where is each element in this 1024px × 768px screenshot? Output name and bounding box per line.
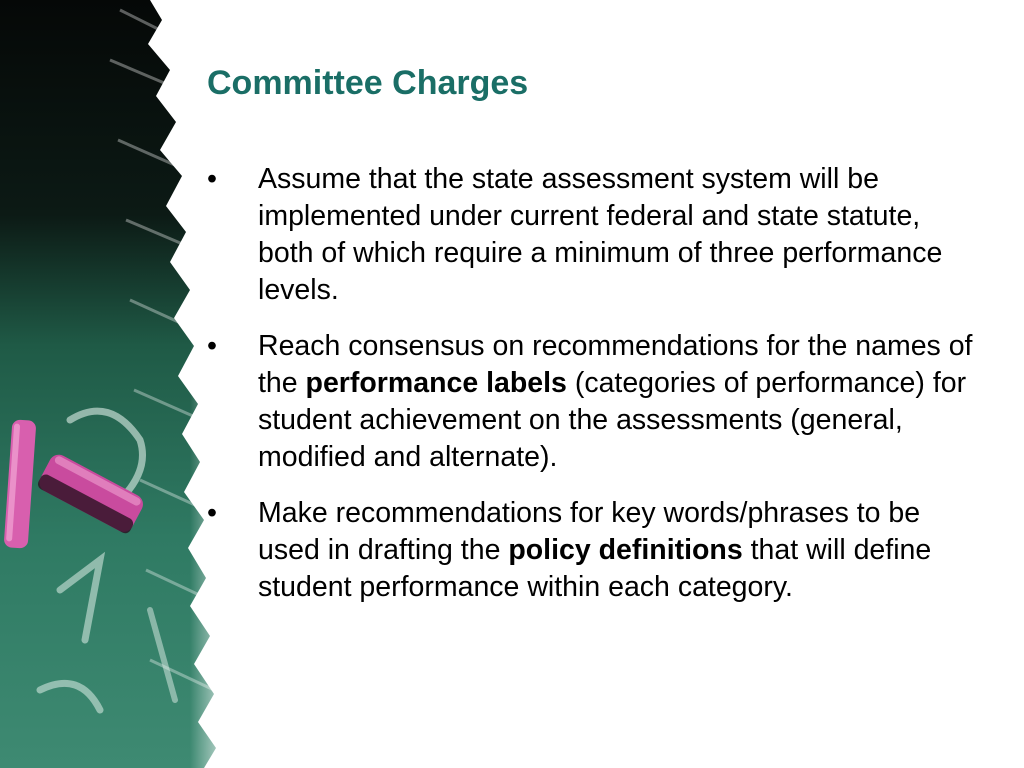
bullet-text-segment: Assume that the state assessment system will be implemented under current federal and state statute, both of which require a minimum of three performance levels. [258, 163, 943, 306]
bullet-text-segment: that will define student performance within each category. [258, 534, 932, 603]
chalkboard-image [0, 0, 240, 768]
board-shape [0, 0, 216, 768]
bullet-marker: • [207, 497, 217, 529]
bullet-item [207, 328, 977, 476]
chalkboard-decoration [0, 0, 240, 768]
bullet-marker: • [207, 163, 217, 195]
bullet-list [207, 161, 977, 625]
bullet-text [258, 163, 942, 306]
slide-title: Committee Charges [207, 64, 529, 102]
bullet-item [207, 495, 977, 606]
bullet-text [258, 497, 931, 603]
bullet-text-emphasis: policy definitions [508, 534, 743, 566]
bullet-item [207, 161, 977, 309]
bullet-text [258, 330, 972, 473]
bullet-text-emphasis: performance labels [305, 367, 567, 399]
bullet-text-segment: (categories of performance) for student achievement on the assessments (general, modified and alternate). [258, 367, 967, 473]
bullet-text-segment: Make recommendations for key words/phrases to be used in drafting the [258, 497, 921, 566]
bullet-marker: • [207, 330, 217, 362]
bullet-text-segment: Reach consensus on recommendations for the names of the [258, 330, 973, 399]
